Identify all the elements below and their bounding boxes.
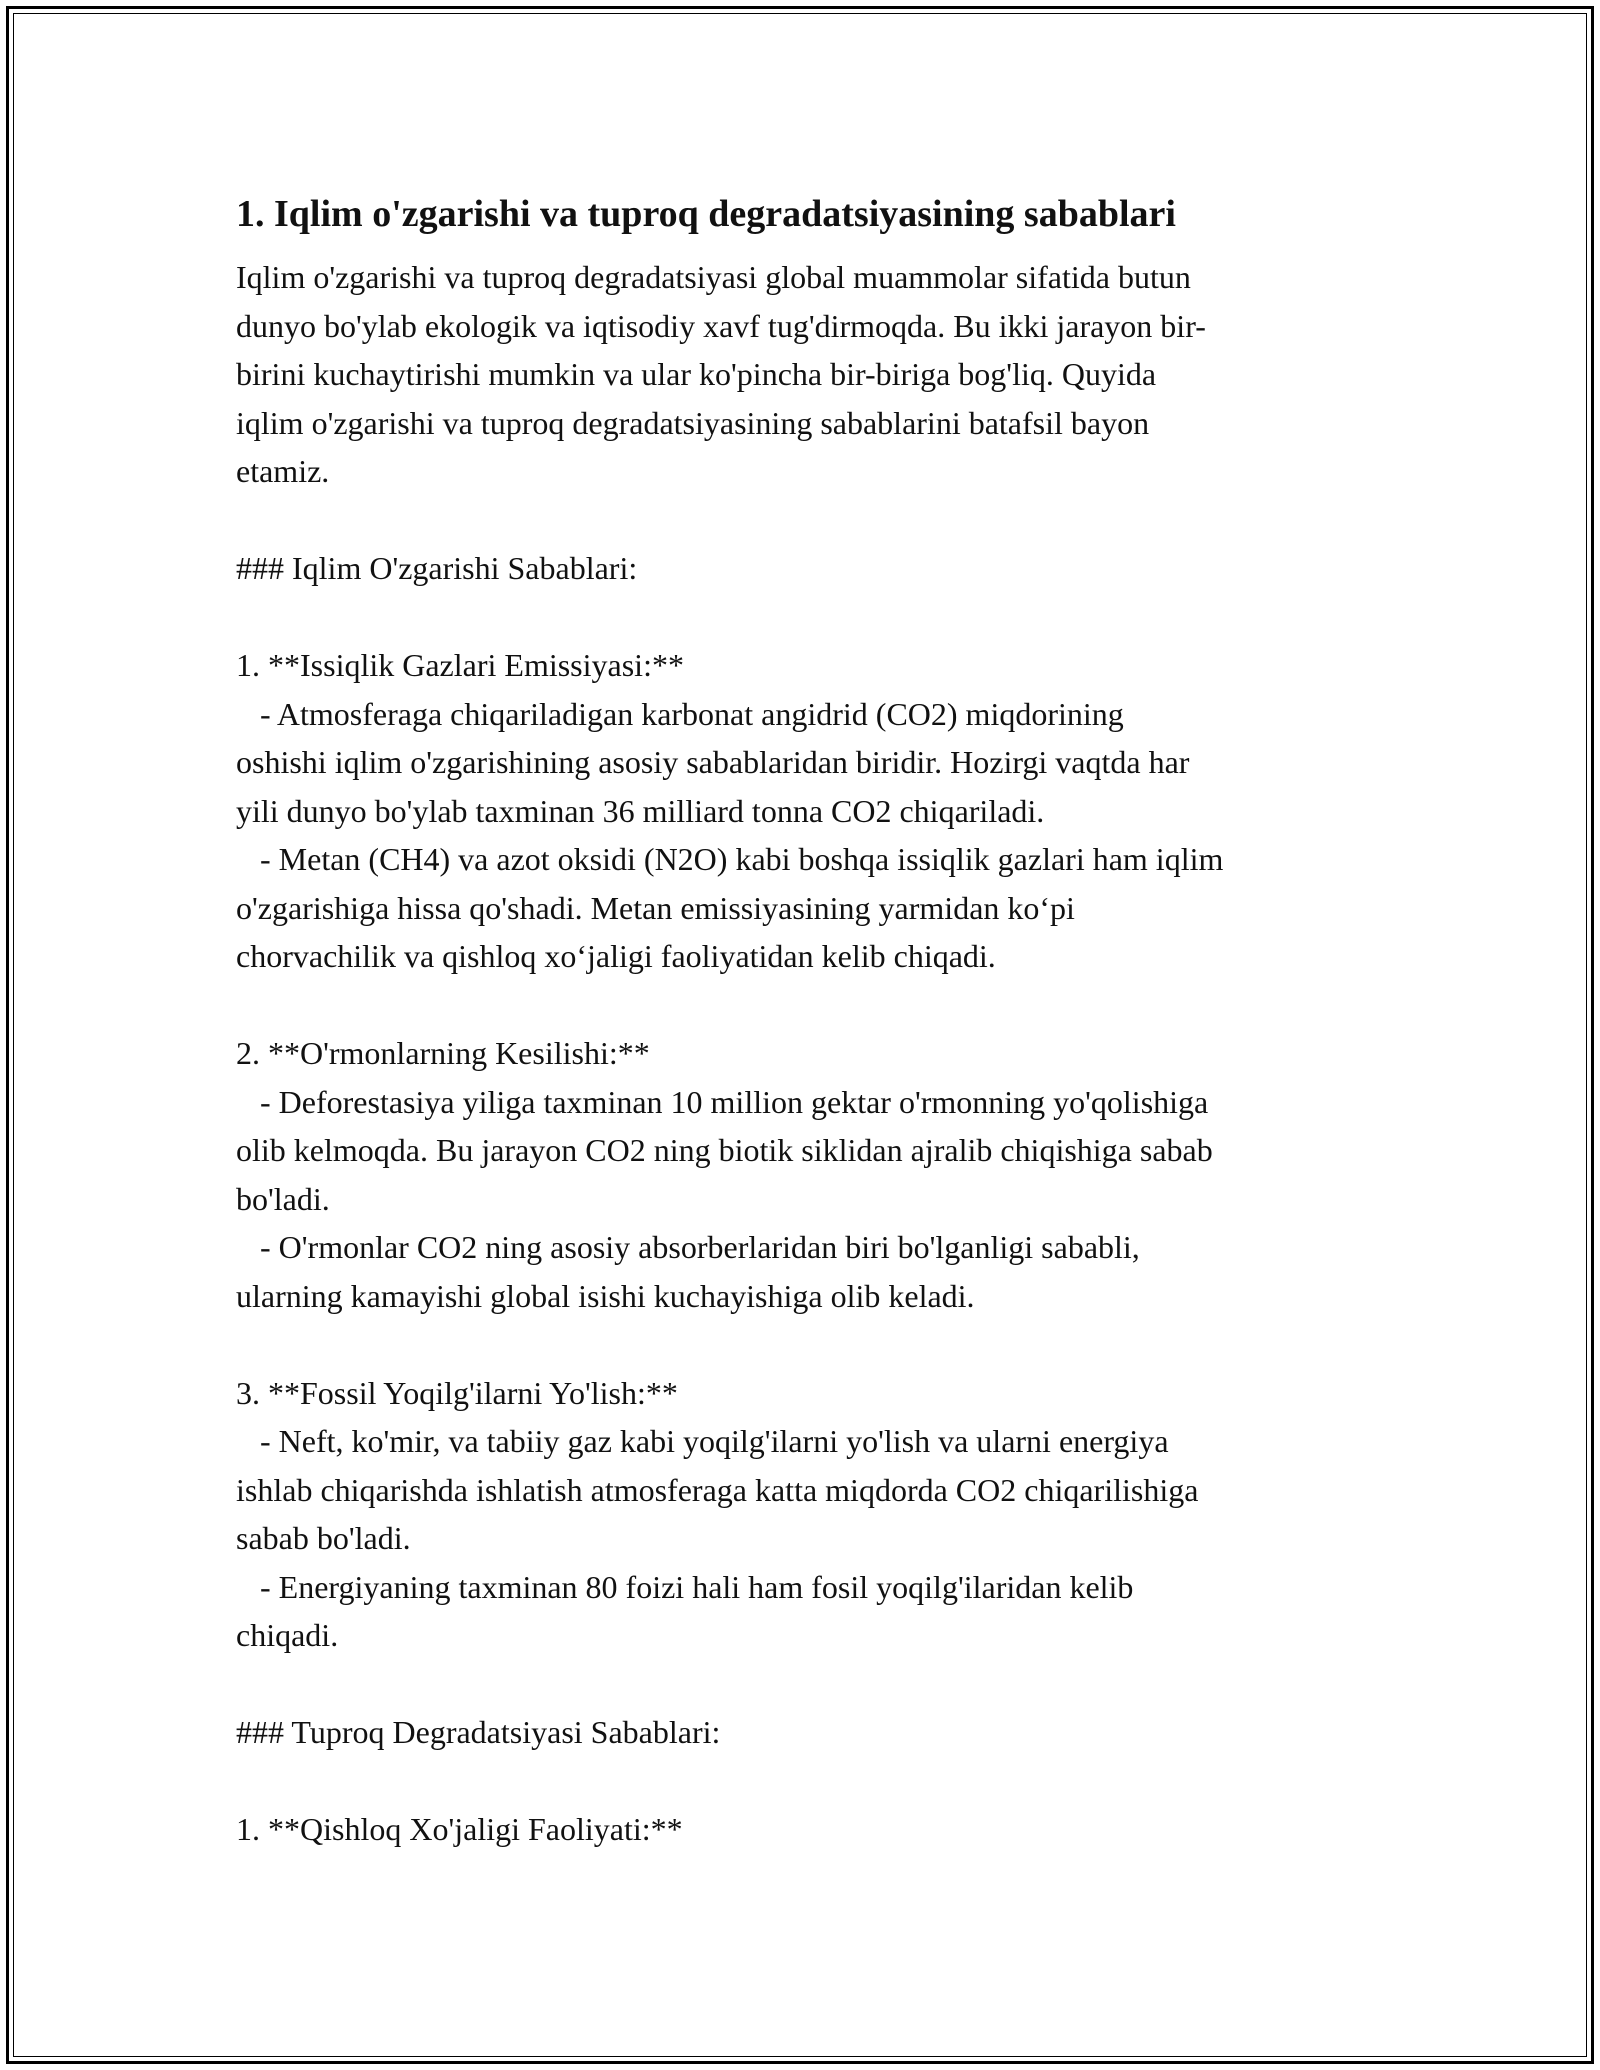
intro-paragraph [236, 253, 1376, 496]
blank-line [236, 981, 1376, 1030]
text-line: olib kelmoqda. Bu jarayon CO2 ning biotik siklidan ajralib chiqishiga sabab [236, 1132, 1213, 1168]
climate-cause-deforestation [236, 1029, 1376, 1320]
text-line: oshishi iqlim o'zgarishining asosiy sabablaridan biridir. Hozirgi vaqtda har [236, 744, 1190, 780]
text-line: - Energiyaning taxminan 80 foizi hali ham fosil yoqilg'ilaridan kelib [236, 1568, 1134, 1605]
section-heading-climate: ### Iqlim O'zgarishi Sabablari: [236, 550, 638, 586]
text-line: birini kuchaytirishi mumkin va ular ko'pincha bir-biriga bog'liq. Quyida [236, 356, 1157, 392]
text-line: ishlab chiqarishda ishlatish atmosferaga katta miqdorda CO2 chiqarilishiga [236, 1471, 1199, 1508]
list-item-heading: 1. **Issiqlik Gazlari Emissiyasi:** [236, 647, 684, 683]
list-item-heading: 2. **O'rmonlarning Kesilishi:** [236, 1035, 650, 1071]
text-line: etamiz. [236, 453, 330, 489]
document-title: 1. Iqlim o'zgarishi va tuproq degradatsiyasining sabablari [236, 193, 1176, 235]
text-line: dunyo bo'ylab ekologik va iqtisodiy xavf tug'dirmoqda. Bu ikki jarayon bir- [236, 307, 1206, 344]
document-body [236, 187, 1376, 1854]
soil-cause-agriculture [236, 1805, 1376, 1854]
list-item-heading: 1. **Qishloq Xo'jaligi Faoliyati:** [236, 1811, 683, 1847]
text-line: - Deforestasiya yiliga taxminan 10 million gektar o'rmonning yo'qolishiga [236, 1083, 1209, 1120]
blank-line [236, 1320, 1376, 1369]
blank-line [236, 1660, 1376, 1709]
section-heading-soil: ### Tuproq Degradatsiyasi Sabablari: [236, 1714, 721, 1750]
blank-line [236, 593, 1376, 642]
text-line: iqlim o'zgarishi va tuproq degradatsiyasining sabablarini batafsil bayon [236, 404, 1150, 441]
climate-cause-emissions [236, 641, 1376, 981]
text-line: o'zgarishiga hissa qo'shadi. Metan emissiyasining yarmidan ko‘pi [236, 889, 1075, 926]
text-line: yili dunyo bo'ylab taxminan 36 milliard tonna CO2 chiqariladi. [236, 792, 1045, 829]
list-item-heading: 3. **Fossil Yoqilg'ilarni Yo'lish:** [236, 1374, 678, 1411]
text-line: - Metan (CH4) va azot oksidi (N2O) kabi boshqa issiqlik gazlari ham iqlim [236, 841, 1224, 877]
text-line: - O'rmonlar CO2 ning asosiy absorberlaridan biri bo'lganligi sababli, [236, 1229, 1140, 1265]
text-line: ularning kamayishi global isishi kuchayishiga olib keladi. [236, 1277, 975, 1314]
text-line: - Atmosferaga chiqariladigan karbonat angidrid (CO2) miqdorining [236, 695, 1124, 732]
text-line: - Neft, ko'mir, va tabiiy gaz kabi yoqilg'ilarni yo'lish va ularni energiya [236, 1423, 1169, 1459]
climate-cause-fossil-fuels [236, 1369, 1376, 1660]
blank-line [236, 1757, 1376, 1806]
text-line: chiqadi. [236, 1617, 339, 1653]
text-line: chorvachilik va qishloq xo‘jaligi faoliyatidan kelib chiqadi. [236, 938, 996, 974]
blank-line [236, 496, 1376, 545]
text-line: Iqlim o'zgarishi va tuproq degradatsiyasi global muammolar sifatida butun [236, 259, 1191, 295]
text-line: bo'ladi. [236, 1180, 330, 1217]
text-line: sabab bo'ladi. [236, 1520, 411, 1556]
